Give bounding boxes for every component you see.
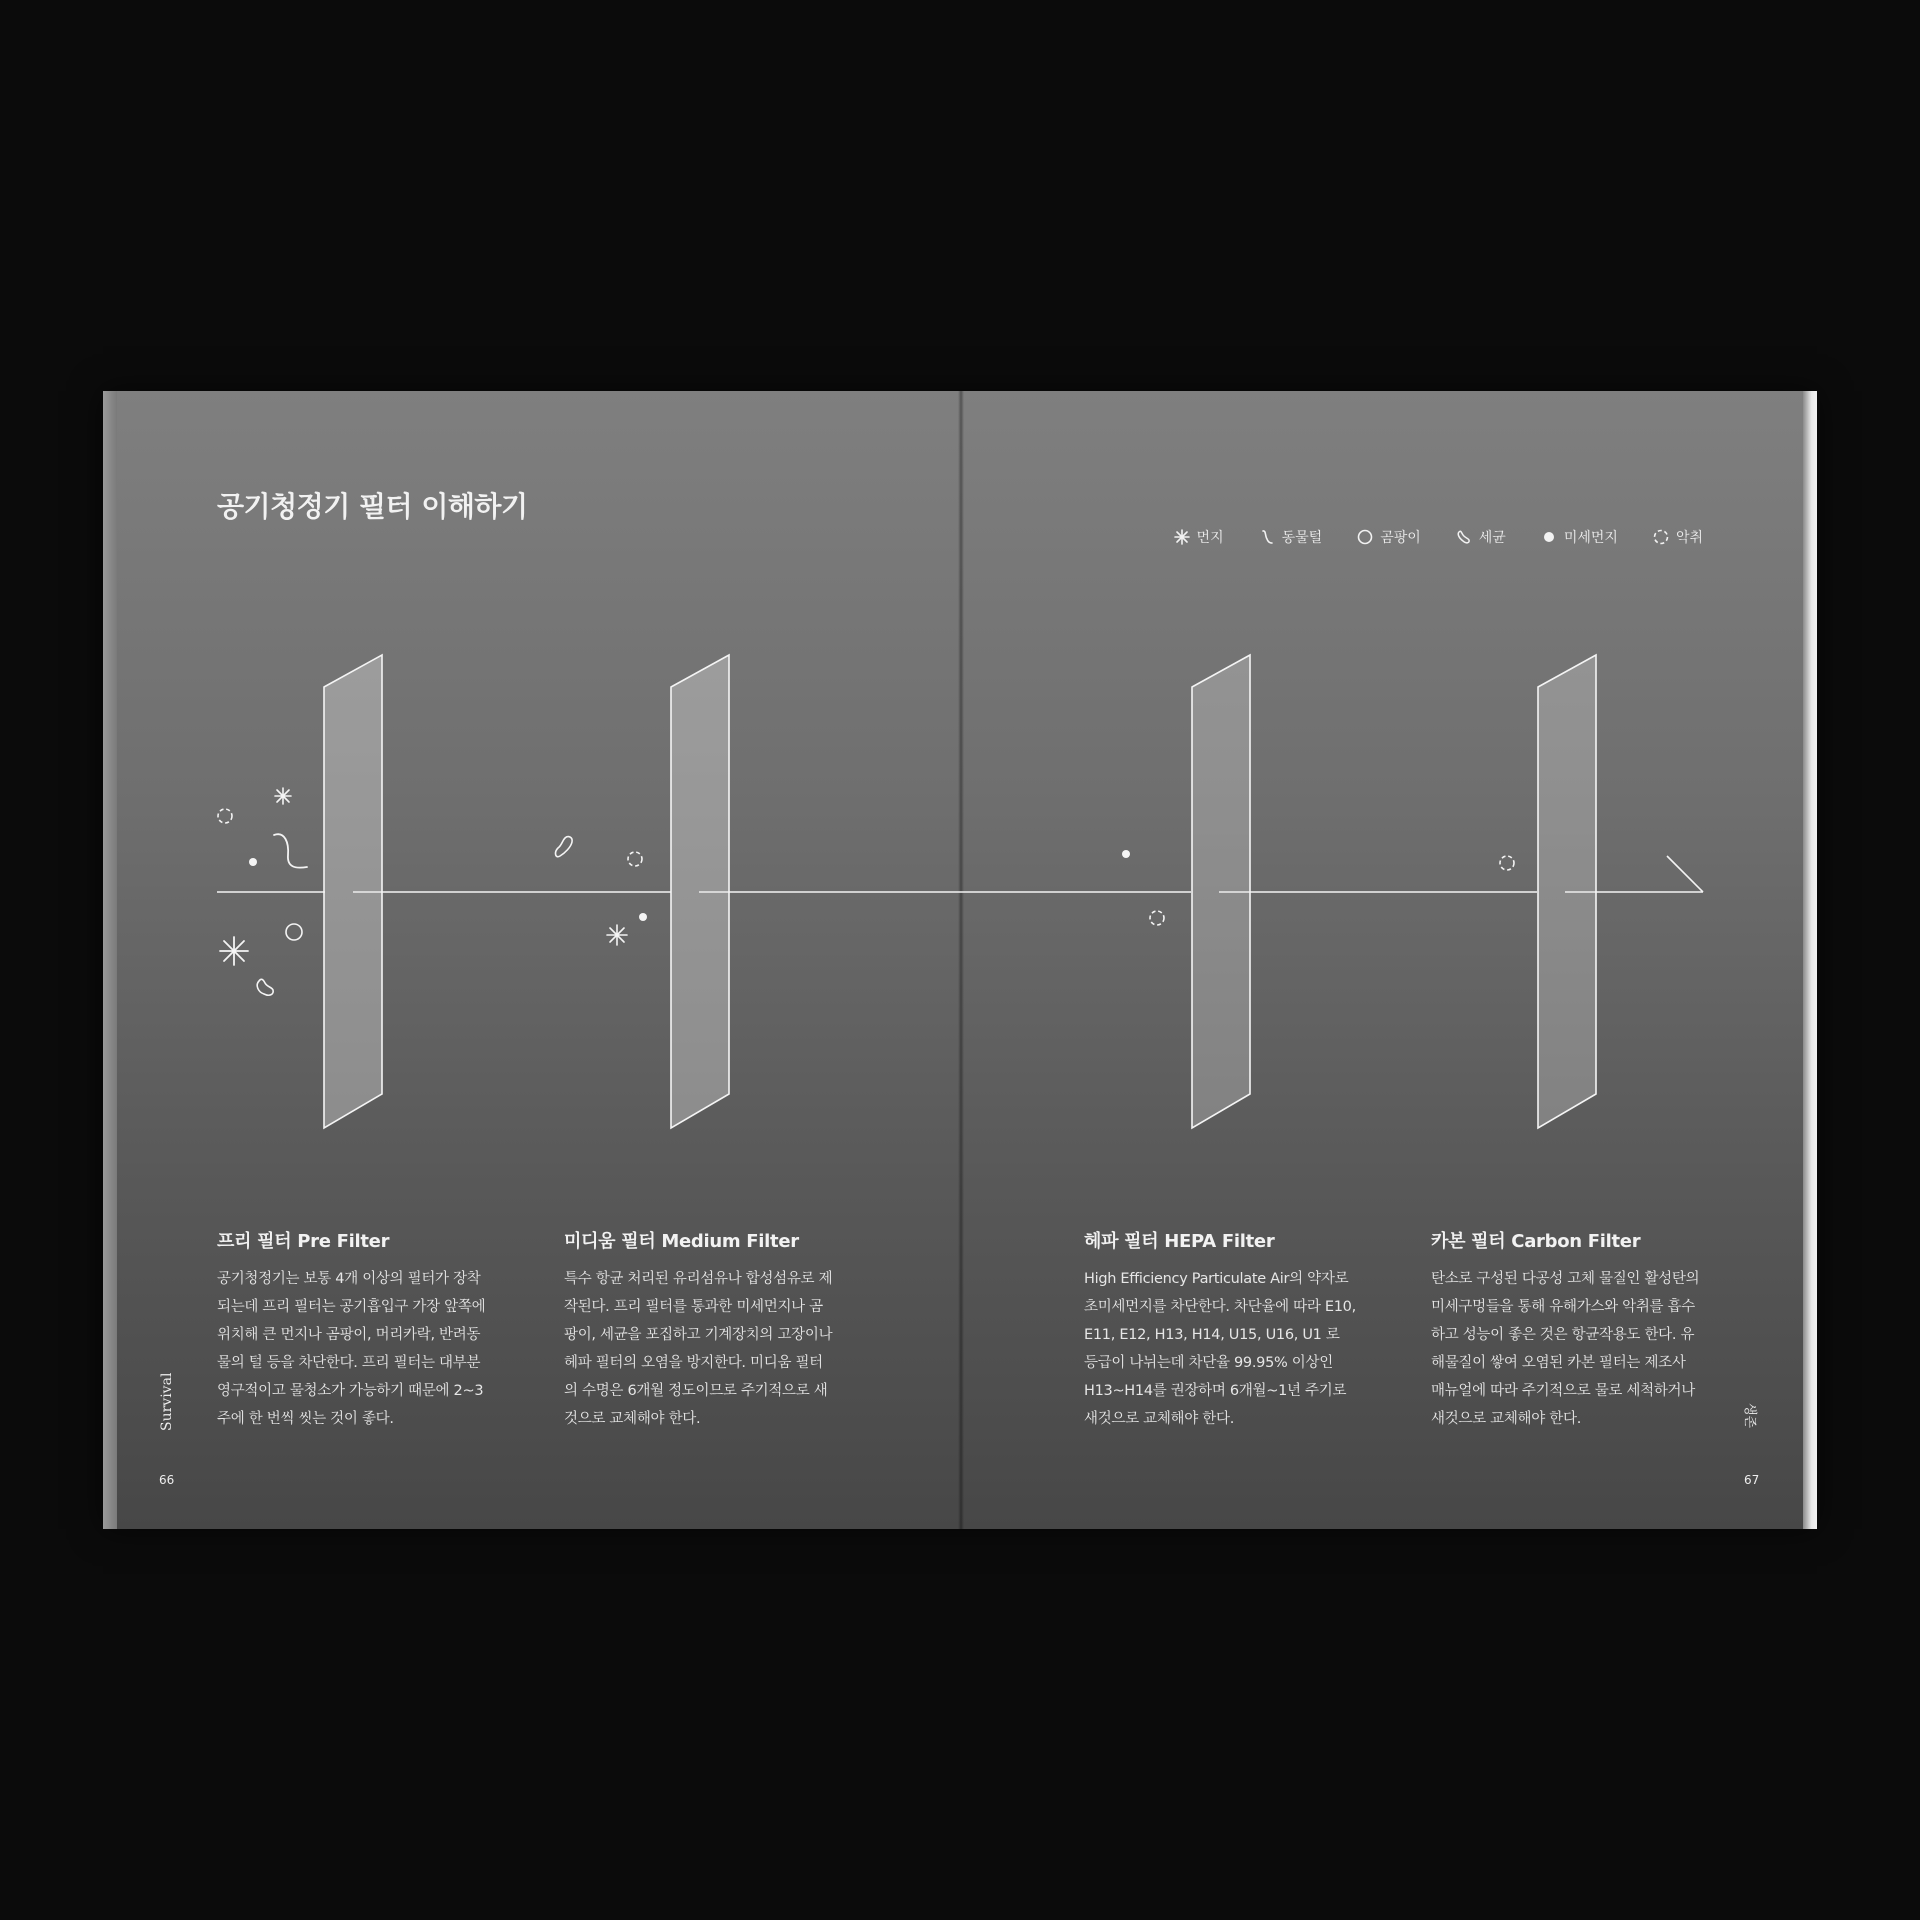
bacteria-particle-icon xyxy=(257,979,273,995)
bacteria-particle-icon xyxy=(556,837,573,857)
odor-particle-icon xyxy=(628,852,642,866)
filter-title: 프리 필터 Pre Filter xyxy=(217,1231,390,1252)
pre-filter-description xyxy=(217,1227,489,1433)
medium-filter-description xyxy=(564,1227,836,1433)
medium-filter-panel xyxy=(671,655,729,1128)
filter-body: 특수 항균 처리된 유리섬유나 합성섬유로 제작된다. 프리 필터를 통과한 미세먼지나 곰팡이, 세균을 포집하고 기계장치의 고장이나 헤파 필터의 오염을 방지한다. 미디움 필터의 수명은 6개월 정도이므로 주기적으로 새것으로 교체해야 한다. xyxy=(564,1271,833,1427)
dust-particle-icon xyxy=(607,925,627,945)
filter-body: 공기청정기는 보통 4개 이상의 필터가 장착되는데 프리 필터는 공기흡입구 가장 앞쪽에 위치해 큰 먼지나 곰팡이, 머리카락, 반려동물의 털 등을 차단한다. 프리 필터는 대부분 영구적이고 물청소가 가능하기 때문에 2~3주에 한 번씩 씻는 것이 좋다. xyxy=(217,1271,486,1427)
filter-body: 탄소로 구성된 다공성 고체 물질인 활성탄의 미세구멍들을 통해 유해가스와 악취를 흡수하고 성능이 좋은 것은 항균작용도 한다. 유해물질이 쌓여 오염된 카본 필터는 제조사 매뉴얼에 따라 주기적으로 물로 세척하거나 새것으로 교체해야 한다. xyxy=(1431,1271,1700,1427)
hepa-filter-description xyxy=(1084,1227,1356,1433)
dust-particle-icon xyxy=(275,788,291,804)
book-spread xyxy=(103,391,1817,1529)
running-head-right: 생존 xyxy=(1742,1403,1757,1429)
odor-particle-icon xyxy=(1150,911,1164,925)
pre-filter-panel xyxy=(324,655,382,1128)
running-head-left: Survival xyxy=(159,1372,175,1431)
fine-dust-particle-icon xyxy=(249,858,257,866)
legend-label: 미세먼지 xyxy=(1563,530,1618,546)
fine-dust-particle-icon xyxy=(639,913,647,921)
hepa-filter-panel xyxy=(1192,655,1250,1128)
filter-title: 미디움 필터 Medium Filter xyxy=(564,1231,799,1252)
carbon-filter-panel xyxy=(1538,655,1596,1128)
odor-particle-icon xyxy=(218,809,232,823)
filter-title: 헤파 필터 HEPA Filter xyxy=(1084,1231,1275,1252)
mold-particle-icon xyxy=(286,924,302,940)
page-number-right: 67 xyxy=(1744,1473,1760,1487)
arrow-head-icon xyxy=(1667,856,1703,892)
odor-particle-icon xyxy=(1500,856,1514,870)
page-title: 공기청정기 필터 이해하기 xyxy=(217,490,528,523)
pet-hair-particle-icon xyxy=(274,834,307,867)
filter-body: High Efficiency Particulate Air의 약자로 초미세먼지를 차단한다. 차단율에 따라 E10, E11, E12, H13, H14, U15, U16, U1 로 등급이 나뉘는데 차단율 99.95% 이상인 H13~H14를 권장하며 6개월~1년 주기로 새것으로 교체해야 한다. xyxy=(1084,1271,1356,1427)
dust-particle-icon xyxy=(220,937,248,965)
filter-title: 카본 필터 Carbon Filter xyxy=(1431,1231,1641,1252)
legend-label: 먼지 xyxy=(1196,530,1224,546)
page-number-left: 66 xyxy=(159,1473,175,1487)
legend-label: 동물털 xyxy=(1281,530,1323,546)
carbon-filter-description xyxy=(1431,1227,1703,1433)
legend-label: 곰팡이 xyxy=(1380,530,1421,546)
legend-label: 악취 xyxy=(1675,530,1703,546)
legend-label: 세균 xyxy=(1478,530,1506,546)
fine-dust-particle-icon xyxy=(1122,850,1130,858)
